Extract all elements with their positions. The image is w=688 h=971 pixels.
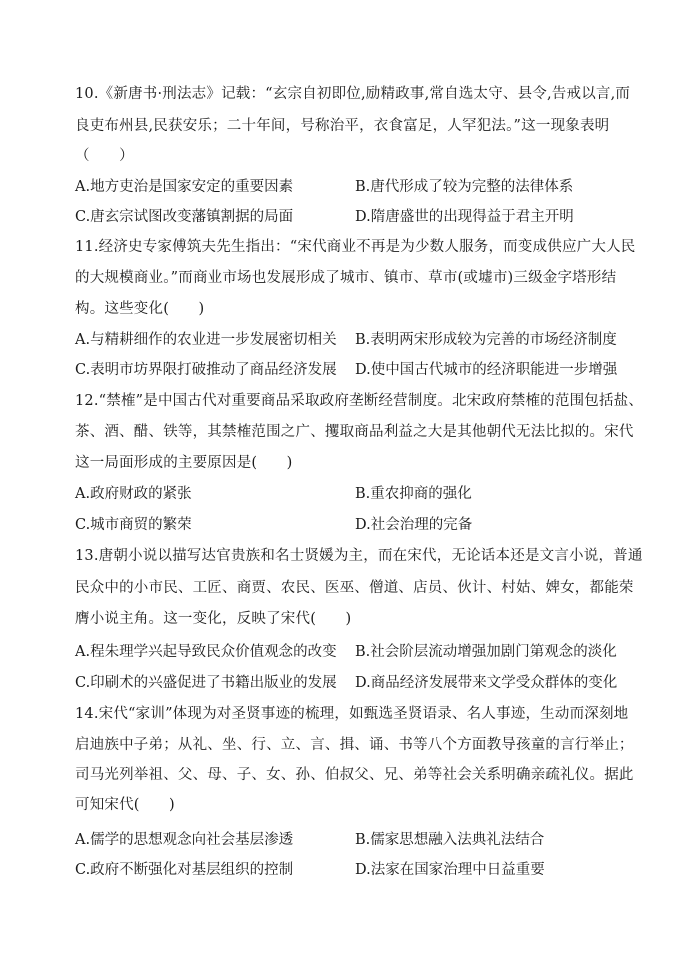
question-10-option-a[interactable]: A.地方吏治是国家安定的重要因素 (75, 179, 294, 195)
question-12-option-a[interactable]: A.政府财政的紧张 (75, 486, 192, 502)
question-12-stem-line-3: 这一局面形成的主要原因是( ) (75, 455, 293, 471)
question-12-stem-line-2: 茶、酒、醋、铁等，其禁榷范围之广、攫取商品利益之大是其他朝代无法比拟的。宋代 (75, 424, 634, 440)
question-10-stem-line-3: （ ） (75, 148, 134, 164)
question-10-option-c[interactable]: C.唐玄宗试图改变藩镇割据的局面 (75, 209, 294, 225)
question-14-option-a[interactable]: A.儒学的思想观念向社会基层渗透 (75, 832, 294, 848)
question-11-option-b[interactable]: B.表明两宋形成较为完善的市场经济制度 (355, 332, 617, 348)
question-13-stem-line-1: 13.唐朝小说以描写达官贵族和名士贤媛为主，而在宋代，无论话本还是文言小说，普通 (75, 548, 643, 564)
question-13-option-b[interactable]: B.社会阶层流动增强加剧门第观念的淡化 (355, 644, 617, 660)
question-12-stem-line-1: 12.“禁榷”是中国古代对重要商品采取政府垄断经营制度。北宋政府禁榷的范围包括盐、 (75, 393, 644, 409)
question-12-option-d[interactable]: D.社会治理的完备 (355, 517, 473, 533)
question-11-option-a[interactable]: A.与精耕细作的农业进一步发展密切相关 (75, 332, 337, 348)
question-10-stem-line-1: 10.《新唐书·刑法志》记载：“玄宗自初即位,励精政事,常自选太守、县令,告戒以言,而 (75, 86, 631, 102)
question-10-option-d[interactable]: D.隋唐盛世的出现得益于君主开明 (355, 209, 574, 225)
question-13-stem-line-2: 民众中的小市民、工匠、商贾、农民、医巫、僧道、店员、伙计、村姑、婢女，都能荣 (75, 580, 634, 596)
question-11-option-d[interactable]: D.使中国古代城市的经济职能进一步增强 (355, 362, 618, 378)
question-12-option-c[interactable]: C.城市商贸的繁荣 (75, 517, 192, 533)
question-11-stem-line-1: 11.经济史专家傅筑夫先生指出：“宋代商业不再是为少数人服务，而变成供应广大人民 (75, 239, 636, 255)
question-14-stem-line-3: 司马光列举祖、父、母、子、女、孙、伯叔父、兄、弟等社会关系明确亲疏礼仪。据此 (75, 767, 634, 783)
question-13-option-a[interactable]: A.程朱理学兴起导致民众价值观念的改变 (75, 644, 337, 660)
question-13-stem-line-3: 膺小说主角。这一变化，反映了宋代( ) (75, 611, 352, 627)
question-13-option-c[interactable]: C.印刷术的兴盛促进了书籍出版业的发展 (75, 675, 337, 691)
question-14-option-c[interactable]: C.政府不断强化对基层组织的控制 (75, 862, 294, 878)
question-14-stem-line-4: 可知宋代( ) (75, 797, 175, 813)
question-14-option-b[interactable]: B.儒家思想融入法典礼法结合 (355, 832, 545, 848)
question-11-stem-line-2: 的大规模商业。”而商业市场也发展形成了城市、镇市、草市(或墟市)三级金字塔形结 (75, 270, 617, 286)
question-12-option-b[interactable]: B.重农抑商的强化 (355, 486, 472, 502)
question-10-option-b[interactable]: B.唐代形成了较为完整的法律体系 (355, 179, 574, 195)
question-11-stem-line-3: 构。这些变化( ) (75, 301, 205, 317)
question-11-option-c[interactable]: C.表明市坊界限打破推动了商品经济发展 (75, 362, 337, 378)
question-14-option-d[interactable]: D.法家在国家治理中日益重要 (355, 862, 545, 878)
question-13-option-d[interactable]: D.商品经济发展带来文学受众群体的变化 (355, 675, 618, 691)
question-14-stem-line-2: 启迪族中子弟；从礼、坐、行、立、言、揖、诵、书等八个方面教导孩童的言行举止； (75, 737, 634, 753)
question-10-stem-line-2: 良吏布州县,民获安乐；二十年间，号称治平，衣食富足，人罕犯法。”这一现象表明 (75, 118, 610, 134)
question-14-stem-line-1: 14.宋代“家训”体现为对圣贤事迹的梳理，如甄选圣贤语录、名人事迹，生动而深刻地 (75, 706, 629, 722)
